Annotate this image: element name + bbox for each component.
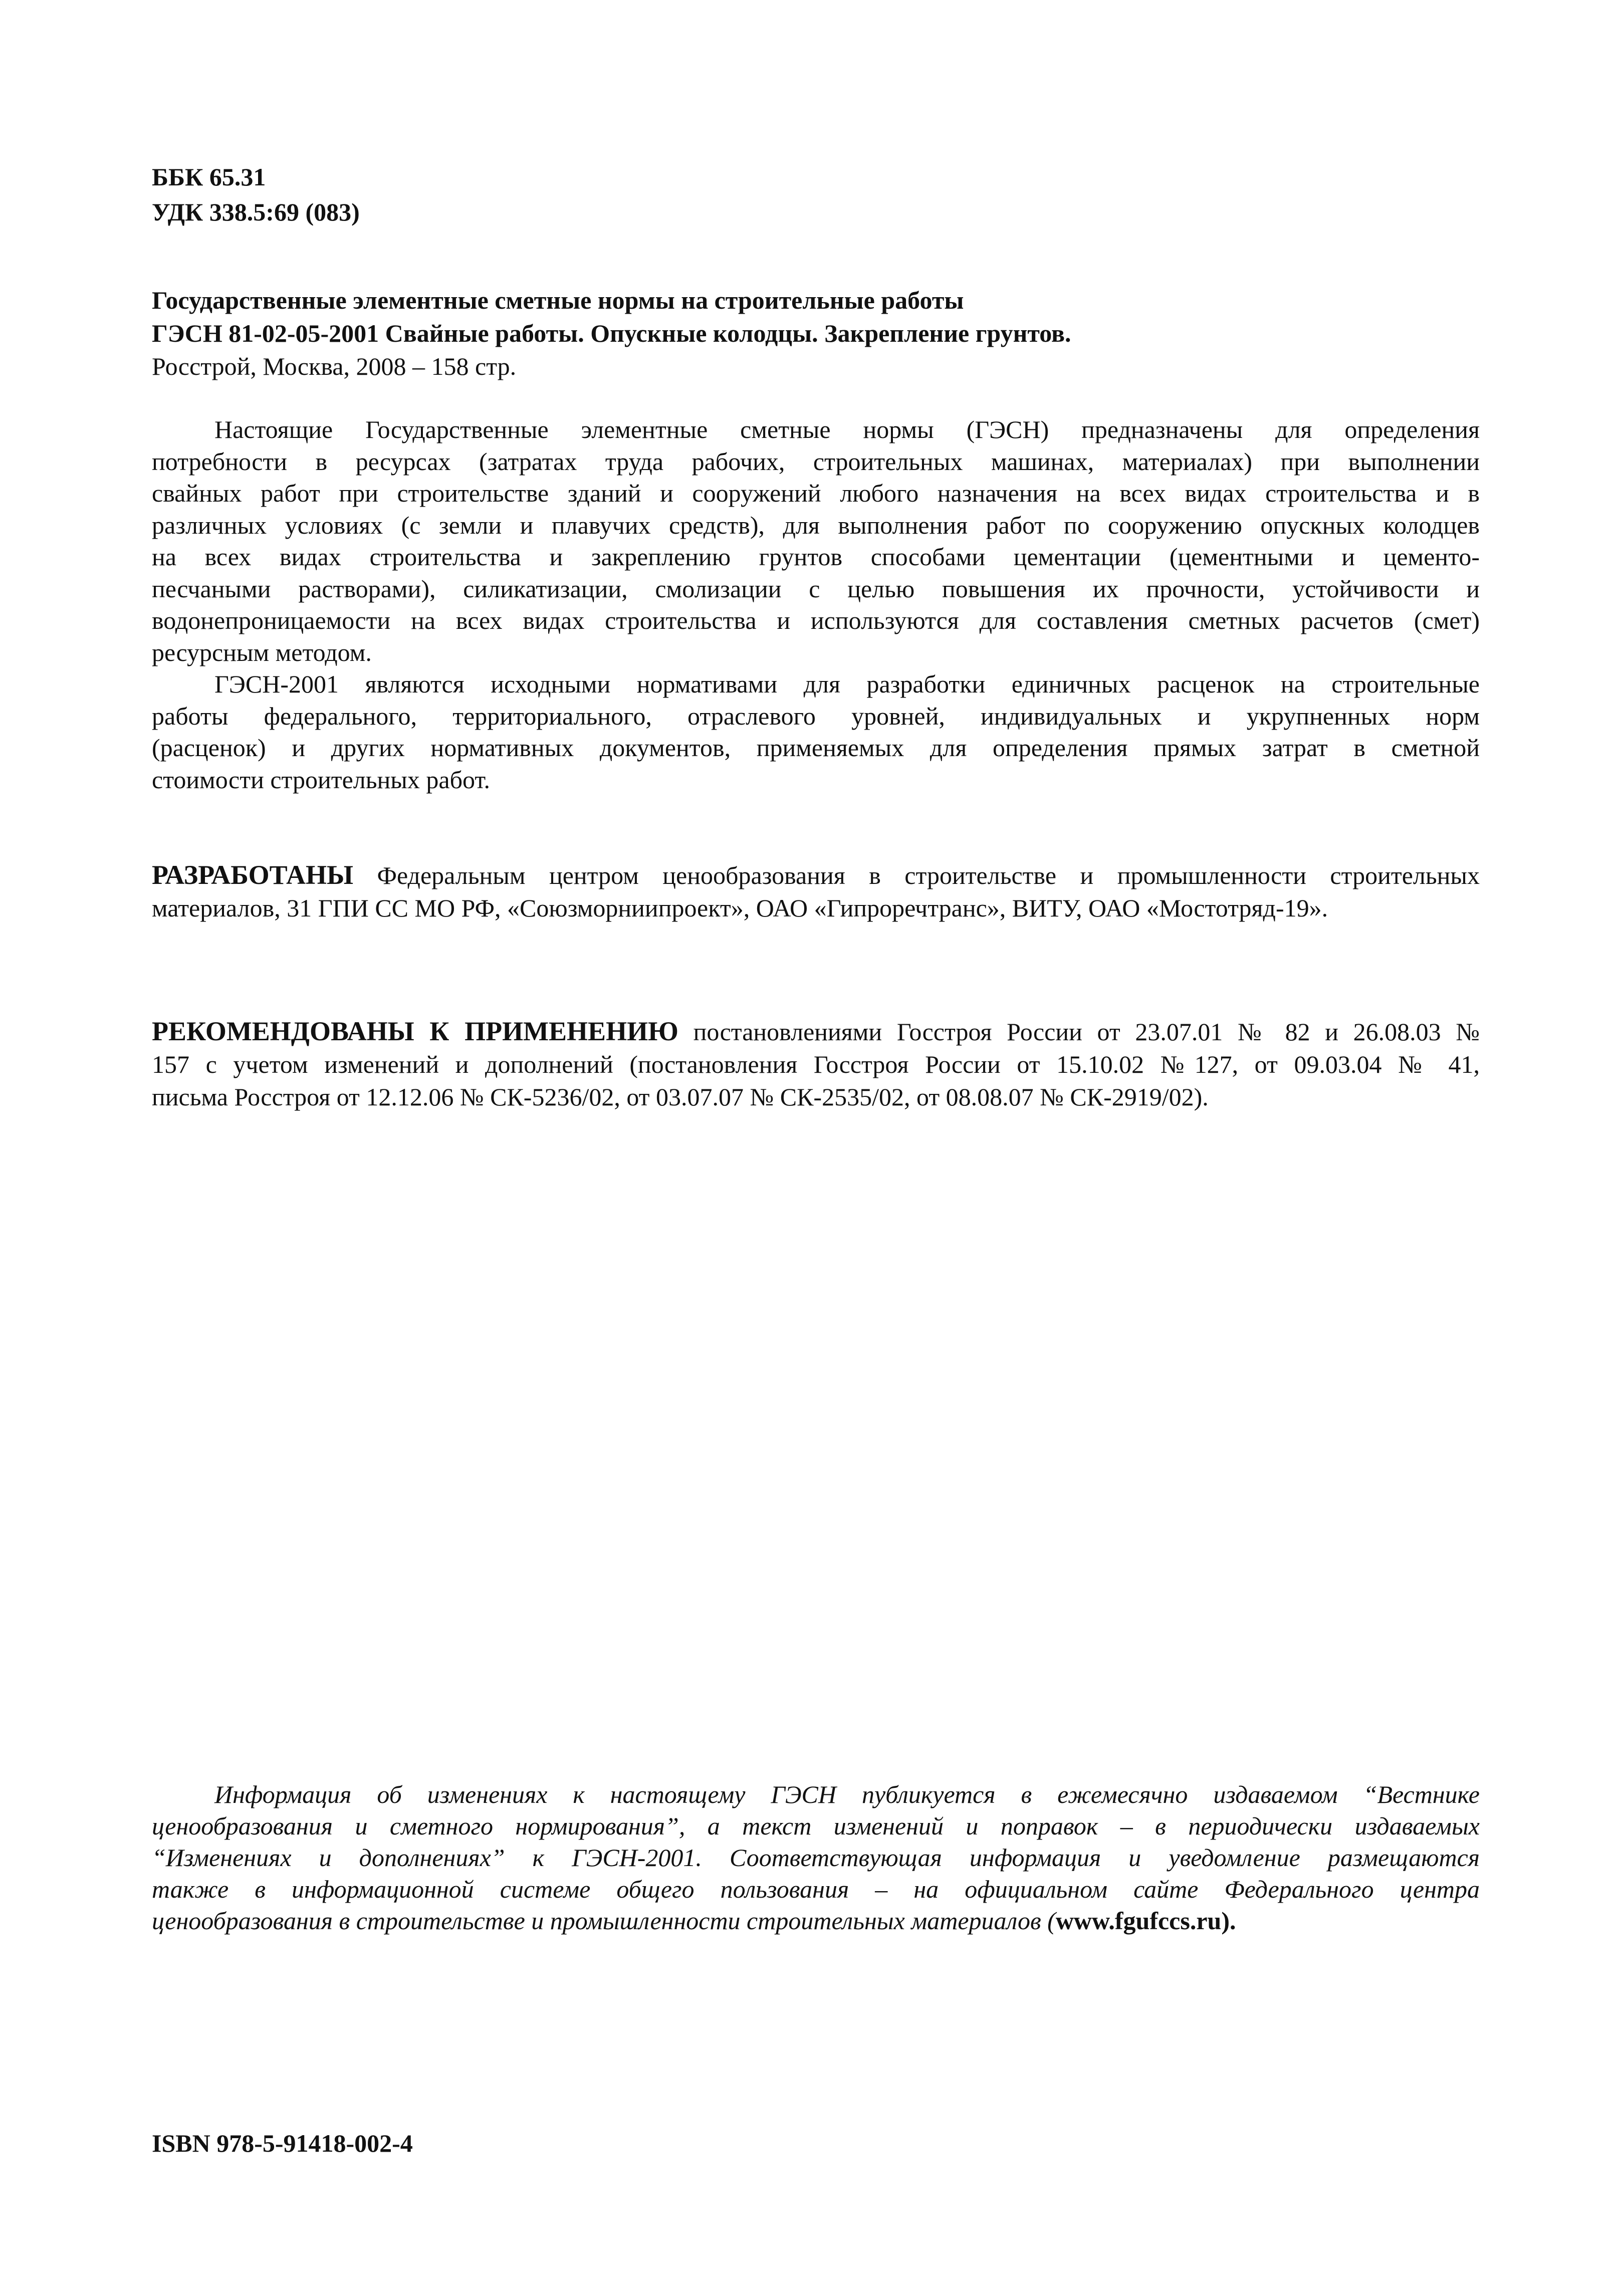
desc-p2-line: стоимости строительных работ. [152, 765, 490, 794]
developed-text-1: Федеральным центром ценообразования в строительстве и промышленности строительных [377, 861, 1480, 889]
desc-p2-line: (расценок) и других нормативных документов, применяемых для определения прямых затрат в сметной [152, 734, 1480, 762]
note-line-4: также в информационной системе общего пользования – на официальном сайте Федерального центра [152, 1875, 1480, 1903]
recommended-text-2: 157 с учетом изменений и дополнений (постановления Госстроя России от 15.10.02 №127, от 09.03.04 № 41, [152, 1050, 1480, 1078]
desc-p1-line: Настоящие Государственные элементные сметные нормы (ГЭСН) предназначены для определения [214, 415, 1480, 443]
title-line-1: Государственные элементные сметные нормы на строительные работы [152, 286, 964, 314]
note-line-5-text: ценообразования в строительстве и промышленности строительных материалов ( [152, 1907, 1056, 1935]
note-line-1: Информация об изменениях к настоящему ГЭСН публикуется в ежемесячно издаваемом “Вестнике [214, 1780, 1480, 1808]
isbn-number: ISBN 978-5-91418-002-4 [152, 2129, 413, 2157]
classification-codes [152, 159, 1480, 229]
desc-p1-line: песчаными растворами), силикатизации, смолизации с целью повышения их прочности, устойчивости и [152, 574, 1480, 603]
desc-p2-line: работы федерального, территориального, отраслевого уровней, индивидуальных и укрупненных норм [152, 702, 1480, 730]
document-title-block [152, 284, 1480, 383]
website-link[interactable]: www.fgufccs.ru [1055, 1907, 1222, 1935]
description [152, 414, 1480, 796]
desc-p1-line: свайных работ при строительстве зданий и сооружений любого назначения на всех видах строительства и в [152, 479, 1480, 507]
desc-p1-line: потребности в ресурсах (затратах труда рабочих, строительных машинах, материалах) при выполнении [152, 447, 1480, 476]
developed-by [152, 859, 1480, 925]
desc-p2-line: ГЭСН-2001 являются исходными нормативами для разработки единичных расценок на строительные [214, 670, 1480, 698]
recommended-label: РЕКОМЕНДОВАНЫ К ПРИМЕНЕНИЮ [152, 1016, 678, 1046]
desc-p1-line: на всех видах строительства и закреплению грунтов способами цементации (цементными и цементо- [152, 543, 1480, 571]
developed-label: РАЗРАБОТАНЫ [152, 860, 353, 890]
bbk-code: ББК 65.31 [152, 163, 266, 191]
imprint: Росстрой, Москва, 2008 – 158 стр. [152, 352, 517, 380]
desc-p1-line: ресурсным методом. [152, 638, 372, 666]
developed-line-1 [152, 859, 1480, 892]
note-line-2: ценообразования и сметного нормирования”, а текст изменений и поправок – в периодически издаваемых [152, 1812, 1480, 1840]
note-line-5 [152, 1905, 1480, 1937]
changes-note [152, 1779, 1480, 1937]
recommended-for-use [152, 1015, 1480, 1113]
recommended-line-1 [152, 1015, 1480, 1048]
note-line-5-end: ). [1221, 1907, 1236, 1935]
udk-code: УДК 338.5:69 (083) [152, 198, 360, 226]
recommended-text-1: постановлениями Госстроя России от 23.07.01 № 82 и 26.08.03 № [693, 1018, 1480, 1046]
desc-p1-line: водонепроницаемости на всех видах строительства и используются для составления сметных расчетов (смет) [152, 606, 1480, 634]
note-line-3: “Изменениях и дополнениях” к ГЭСН-2001. Соответствующая информация и уведомление размещаются [152, 1844, 1480, 1872]
title-line-2: ГЭСН 81-02-05-2001 Свайные работы. Опускные колодцы. Закрепление грунтов. [152, 319, 1071, 347]
recommended-text-3: письма Росстроя от 12.12.06 № СК-5236/02, от 03.07.07 № СК-2535/02, от 08.08.07 № СК-2919/02). [152, 1083, 1209, 1111]
desc-p1-line: различных условиях (с земли и плавучих средств), для выполнения работ по сооружению опускных колодцев [152, 511, 1480, 539]
developed-text-2: материалов, 31 ГПИ СС МО РФ, «Союзморниипроект», ОАО «Гипроречтранс», ВИТУ, ОАО «Мостотряд-19». [152, 894, 1328, 922]
isbn [152, 2127, 1480, 2160]
